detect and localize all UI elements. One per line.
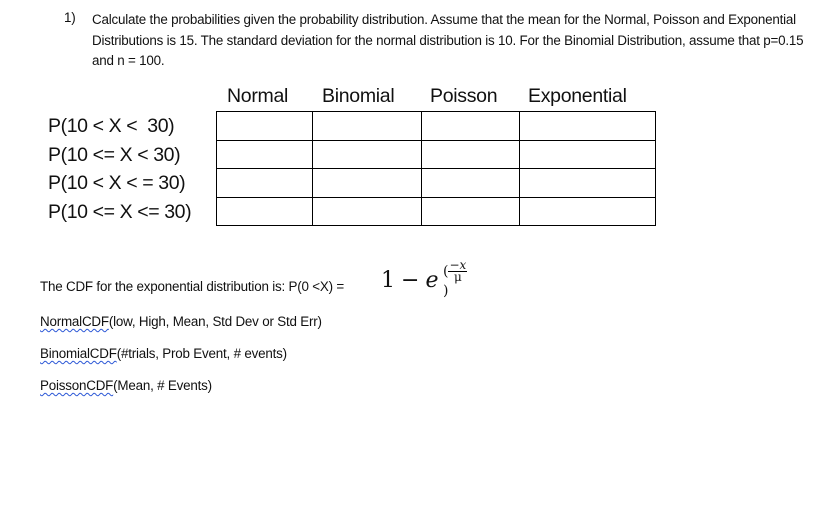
formula-exponent: ( $\frac{-x}{\mu}$ ) bbox=[443, 258, 467, 299]
column-header-exponential: Exponential bbox=[528, 85, 627, 107]
cdf-note-text: The CDF for the exponential distribution is: P(0 <X) = bbox=[40, 279, 345, 294]
row-label: P(10 < X < = 30) bbox=[48, 172, 186, 194]
answer-cell[interactable] bbox=[422, 112, 520, 141]
function-poissoncdf bbox=[40, 378, 212, 393]
function-normalcdf bbox=[40, 314, 322, 329]
answer-cell[interactable] bbox=[422, 141, 520, 169]
column-header-binomial: Binomial bbox=[322, 85, 395, 107]
row-label: P(10 < X < 30) bbox=[48, 115, 175, 137]
answer-cell[interactable] bbox=[217, 198, 313, 226]
answer-cell[interactable] bbox=[313, 141, 422, 169]
answer-cell[interactable] bbox=[313, 198, 422, 226]
answer-cell[interactable] bbox=[313, 169, 422, 198]
table-row bbox=[217, 112, 656, 141]
answer-cell[interactable] bbox=[217, 112, 313, 141]
formula-one: 1 bbox=[381, 268, 395, 293]
function-name: PoissonCDF bbox=[40, 378, 114, 393]
function-name: BinomialCDF bbox=[40, 346, 117, 361]
answer-cell[interactable] bbox=[217, 169, 313, 198]
formula-minus: − bbox=[401, 268, 420, 293]
table-row bbox=[217, 198, 656, 226]
formula-e: e bbox=[425, 268, 439, 293]
function-name: NormalCDF bbox=[40, 314, 109, 329]
table-row bbox=[217, 169, 656, 198]
answer-cell[interactable] bbox=[520, 169, 656, 198]
row-label: P(10 <= X <= 30) bbox=[48, 201, 192, 223]
answer-cell[interactable] bbox=[422, 198, 520, 226]
answer-cell[interactable] bbox=[520, 198, 656, 226]
exponential-cdf-formula bbox=[381, 258, 467, 299]
answer-cell[interactable] bbox=[422, 169, 520, 198]
column-header-normal: Normal bbox=[227, 85, 289, 107]
exponent-denominator: μ bbox=[453, 270, 462, 284]
row-label: P(10 <= X < 30) bbox=[48, 144, 181, 166]
exponent-numerator: −x bbox=[449, 258, 467, 272]
function-args: (#trials, Prob Event, # events) bbox=[116, 346, 287, 361]
function-binomialcdf bbox=[40, 346, 287, 361]
function-args: (low, High, Mean, Std Dev or Std Err) bbox=[108, 314, 322, 329]
question-text: Calculate the probabilities given the probability distribution. Assume that the mean for the Normal, Poisson and Exponential Distributions is 15. The standard deviation for the normal distribution is 10. For the Binomial Distribution, assume that p=0.15 and n = 100. bbox=[92, 12, 804, 68]
question-number: 1) bbox=[64, 10, 76, 25]
column-header-poisson: Poisson bbox=[430, 85, 498, 107]
answer-cell[interactable] bbox=[217, 141, 313, 169]
answer-cell[interactable] bbox=[313, 112, 422, 141]
table-row bbox=[217, 141, 656, 169]
answer-cell[interactable] bbox=[520, 112, 656, 141]
function-args: (Mean, # Events) bbox=[113, 378, 212, 393]
answer-table bbox=[216, 111, 656, 226]
answer-cell[interactable] bbox=[520, 141, 656, 169]
